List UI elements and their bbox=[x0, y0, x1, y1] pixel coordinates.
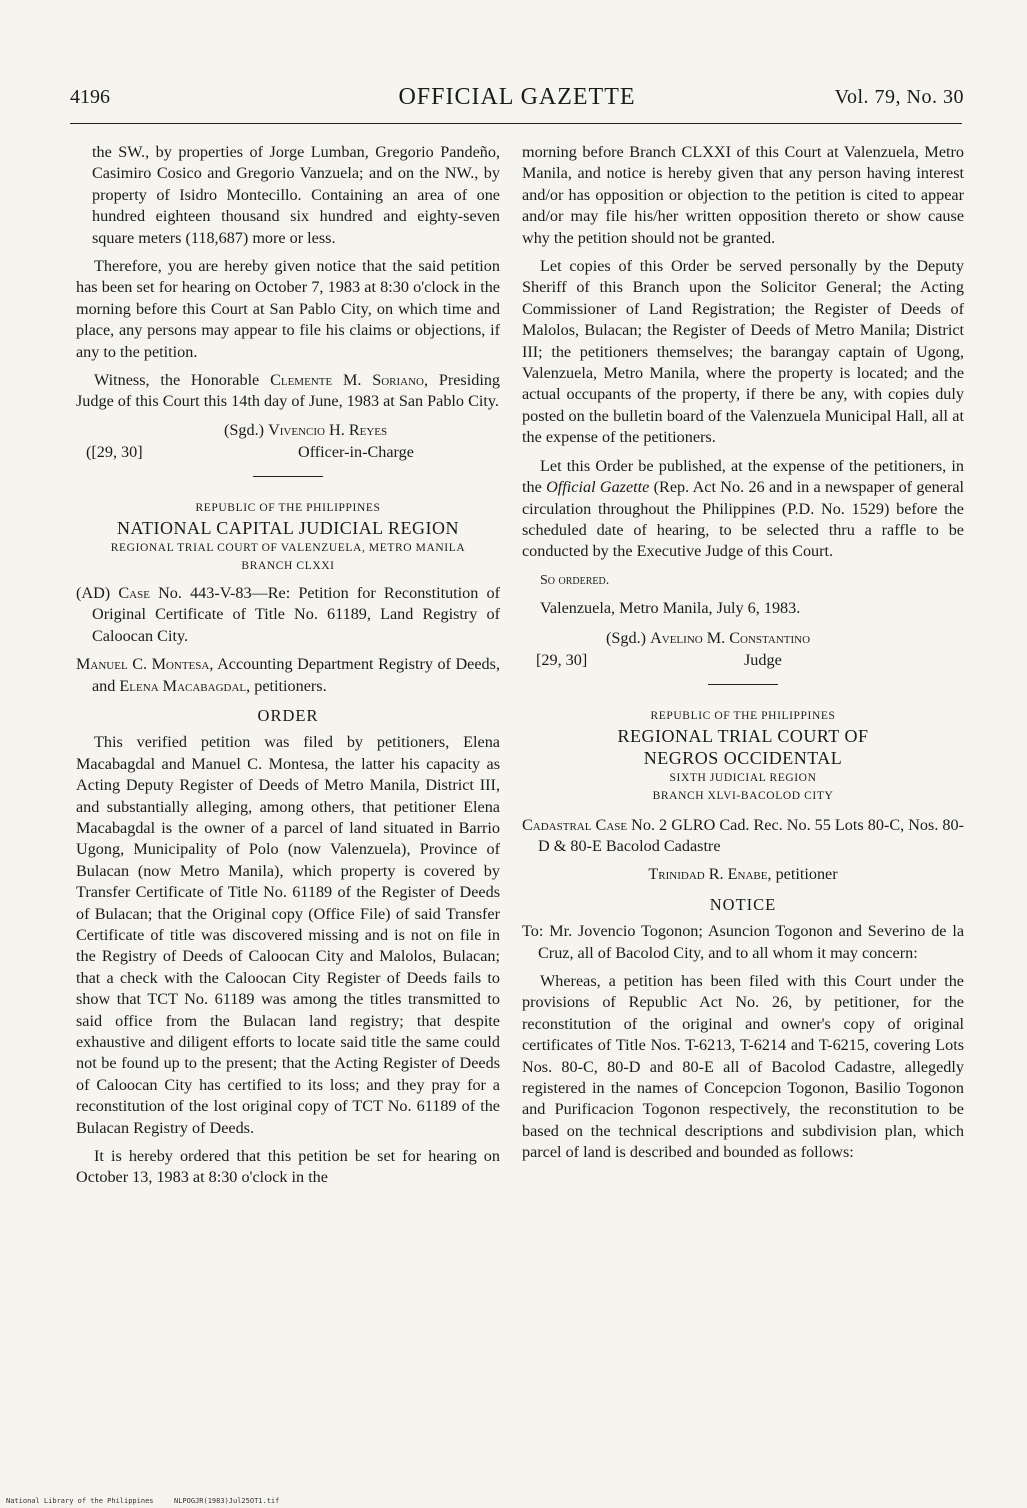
order-paragraph: This verified petition was filed by petitioners, Elena Macabagdal and Manuel C. Montesa, the latter his capacity as Acting Deputy Register of Deeds of Metro Manila, District III, and substantially alleging, among others, that petitioner Elena Macabagdal is the owner of a parcel of land situated in Barrio Ugong, Municipality of Polo (now Valenzuela), Province of Bulacan (now Metro Manila), which property is covered by Transfer Certificate of Title No. 61189 of the Register of Deeds of Bulacan; that the Original copy (Office File) of said Transfer Certificate of title was discovered missing and is not on file in the Registry of Deeds of Caloocan City and Malolos, Bulacan; that a check with the Caloocan City Register of Deeds fails to show that TCT No. 61189 was among the titles transmitted to said office from the Bulacan land registry; that despite exhaustive and diligent efforts to locate said title the same could not be found up to the present; that the Acting Register of Deeds of Caloocan City has certified to its loss; and they pray for a reconstitution of the lost original copy of TCT No. 61189 of the Bulacan Registry of Deeds. bbox=[76, 733, 500, 1137]
whereas-paragraph: Whereas, a petition has been filed with this Court under the provisions of Republic Act No. 26, by petitioner, for the reconstitution of the original and owner's copy of original certificates of Title Nos. T-6213, T-6214 and T-6215, covering Lots Nos. 80-C, 80-D and 80-E all of Bacolod Cadastre, allegedly registered in the names of Concepcion Togonon, Basilio Togonon and Purificacion Togonon respectively, the reconstitution to be based on the technical descriptions and subdivision plan, which parcel of land is described and bounded as follows: bbox=[522, 971, 964, 1162]
header-rule bbox=[70, 123, 962, 124]
signature-block bbox=[76, 420, 500, 466]
region-heading: SIXTH JUDICIAL REGION bbox=[669, 771, 817, 784]
section-divider bbox=[708, 684, 778, 685]
scan-filename: NLPOGJR(1983)Jul25OT1.tif bbox=[174, 1497, 280, 1505]
case-prefix: (AD) bbox=[76, 583, 111, 602]
issue-reference: [29, 30] bbox=[536, 650, 588, 669]
notice-heading: NOTICE bbox=[709, 894, 777, 914]
petitioner-name: Manuel C. Montesa bbox=[76, 655, 210, 674]
court-heading: REGIONAL TRIAL COURT OF bbox=[617, 725, 869, 746]
sgd-label: (Sgd.) bbox=[606, 628, 647, 647]
judge-signature-block bbox=[522, 628, 964, 674]
scan-credit: National Library of the Philippines bbox=[6, 1497, 154, 1505]
petitioner-suffix: , petitioner bbox=[767, 865, 838, 884]
petitioner-suffix: , petitioners. bbox=[246, 676, 327, 695]
addressees-paragraph: To: Mr. Jovencio Togonon; Asuncion Togonon and Severino de la Cruz, all of Bacolod City, and to all whom it may concern: bbox=[522, 922, 964, 962]
republic-heading: REPUBLIC OF THE PHILIPPINES bbox=[195, 501, 381, 514]
petitioners-caption bbox=[76, 654, 500, 697]
publication-suffix: (Rep. Act No. 26 and in a newspaper of general circulation throughout the Philippines (P.D. No. 1529) before the scheduled date of hearing, to be selected thru a raffle to be conducted by the Executive Judge of this Court. bbox=[522, 478, 965, 561]
section-divider bbox=[253, 476, 323, 477]
order-date-line: Valenzuela, Metro Manila, July 6, 1983. bbox=[540, 599, 801, 618]
court-province: NEGROS OCCIDENTAL bbox=[643, 747, 843, 768]
branch-heading: BRANCH CLXXI bbox=[241, 559, 335, 572]
signature-line bbox=[606, 628, 810, 649]
petitioner-name: Elena Macabagdal bbox=[119, 676, 247, 695]
case-caption bbox=[76, 583, 500, 647]
right-column bbox=[522, 142, 964, 1171]
sgd-label: (Sgd.) bbox=[224, 420, 265, 439]
so-ordered: So ordered. bbox=[540, 572, 610, 588]
continued-order-paragraph: morning before Branch CLXXI of this Court at Valenzuela, Metro Manila, and notice is hereby given that any person having interest and/or has opposition or objection to the petition is cited to appear and/or may file his/her written opposition thereto or show cause why the petition should not be granted. bbox=[522, 143, 964, 247]
service-copies-paragraph: Let copies of this Order be served personally by the Deputy Sheriff of this Branch upon the Solicitor General; the Acting Commissioner of Land Registration; the Register of Deeds of Malolos, Bulacan; the Register of Deeds of Metro Manila; District III; the petitioners themselves; the barangay captain of Ugong, Valenzuela, Metro Manila, where the property is located; and the actual occupants of the property, if there be any, with copies duly posted on the bulletin board of the Valenzuela Municipal Hall, all at the expense of the petitioners. bbox=[522, 257, 964, 447]
region-heading: NATIONAL CAPITAL JUDICIAL REGION bbox=[116, 517, 460, 538]
witness-suffix: , Presiding Judge of this Court this 14th day of June, 1983 at San Pablo City. bbox=[76, 371, 501, 411]
page-header bbox=[70, 84, 964, 116]
order-heading: ORDER bbox=[257, 705, 319, 725]
property-boundary-paragraph: the SW., by properties of Jorge Lumban, Gregorio Pandeño, Casimiro Cosico and Gregorio Vanzuela; and on the NW., by property of Isidro Montecillo. Containing an area of one hundred eighteen thousand six hundred and eighty-seven square meters (118,687) more or less. bbox=[92, 143, 500, 247]
witness-judge-name: Clemente M. Soriano bbox=[270, 371, 424, 390]
court-heading: REGIONAL TRIAL COURT OF VALENZUELA, METRO MANILA bbox=[110, 541, 466, 554]
witness-paragraph bbox=[76, 370, 500, 413]
judge-title: Judge bbox=[744, 650, 782, 669]
case-text: No. 2 GLRO Cad. Rec. No. 55 Lots 80-C, Nos. 80-D & 80-E Bacolod Cadastre bbox=[538, 815, 964, 855]
gazette-name: Official Gazette bbox=[546, 478, 650, 497]
republic-heading: REPUBLIC OF THE PHILIPPINES bbox=[650, 709, 836, 722]
judge-name: Avelino M. Constantino bbox=[650, 628, 811, 647]
hearing-order-paragraph: It is hereby ordered that this petition be set for hearing on October 13, 1983 at 8:30 o'clock in the bbox=[76, 1147, 500, 1187]
case-text: No. 443-V-83—Re: Petition for Reconstitution of Original Certificate of Title No. 61189, Land Registry of Caloocan City. bbox=[92, 583, 501, 645]
signatory-title: Officer-in-Charge bbox=[298, 442, 414, 461]
witness-prefix: Witness, the Honorable bbox=[94, 371, 260, 390]
case-label: Cadastral Case bbox=[522, 815, 628, 834]
signatory-name: Vivencio H. Reyes bbox=[268, 420, 388, 439]
volume-number: Vol. 79, No. 30 bbox=[834, 86, 964, 108]
branch-heading: BRANCH XLVI-BACOLOD CITY bbox=[652, 789, 834, 802]
left-column bbox=[76, 142, 500, 1189]
hearing-notice-paragraph: Therefore, you are hereby given notice that the said petition has been set for hearing on October 7, 1983 at 8:30 o'clock in the morning before this Court at San Pablo City, on which time and place, any persons may appear to file his claims or objections, if any to the petition. bbox=[76, 257, 500, 361]
publication-paragraph bbox=[522, 456, 964, 563]
petitioner-mid: , Accounting Department Registry of Deeds, and bbox=[92, 655, 500, 695]
case-label: Case bbox=[118, 583, 150, 602]
cadastral-case-caption bbox=[522, 815, 964, 858]
petitioner-caption bbox=[522, 864, 964, 885]
signature-line bbox=[224, 420, 387, 441]
issue-reference: ([29, 30] bbox=[86, 442, 143, 461]
petitioner-name: Trinidad R. Enabe bbox=[648, 865, 768, 884]
publication-title: OFFICIAL GAZETTE bbox=[398, 84, 636, 110]
page-number: 4196 bbox=[70, 86, 110, 108]
publication-prefix: Let this Order be published, at the expense of the petitioners, in the bbox=[522, 456, 964, 497]
